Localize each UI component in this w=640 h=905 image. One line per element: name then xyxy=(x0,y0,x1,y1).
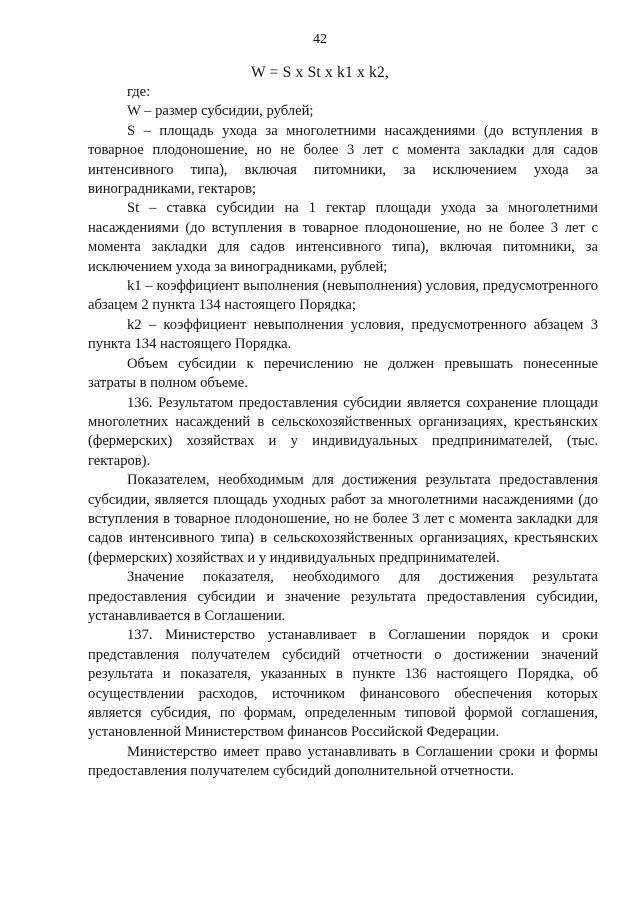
paragraph-definition-st: St – ставка субсидии на 1 гектар площади ухода за многолетними насаждениями (до вступления в товарное плодоношение, но не более 3 лет с момента закладки для садов интенсивного типа), включая питомники, за исключением ухода за виноградниками, рублей; xyxy=(88,200,598,275)
paragraph-indicator-value: Значение показателя, необходимого для достижения результата предоставления субсидии и значение результата предоставления субсидии, устанавливается в Соглашении. xyxy=(88,569,598,624)
paragraph-indicator: Показателем, необходимым для достижения результата предоставления субсидии, является площадь уходных работ за многолетними насаждениями (до вступления в товарное плодоношение, но не более 3 лет с момента закладки для садов интенсивного типа) в сельскохозяйственных организациях, крестьянских (фермерских) хозяйствах и у индивидуальных предпринимателей. xyxy=(88,472,598,566)
paragraph-definition-w: W – размер субсидии, рублей; xyxy=(127,103,314,120)
paragraph-definition-k1: k1 – коэффициент выполнения (невыполнения) условия, предусмотренного абзацем 2 пункта 134 настоящего Порядка; xyxy=(88,278,598,314)
subsidy-formula: W = S x St x k1 x k2, xyxy=(251,64,389,81)
paragraph-definition-s: S – площадь ухода за многолетними насаждениями (до вступления в товарное плодоношение, но не более 3 лет с момента закладки для садов интенсивного типа), включая питомники, за исключением ухода за виноградниками, гектаров; xyxy=(88,122,598,198)
document-body xyxy=(88,83,598,782)
paragraph-subsidy-volume: Объем субсидии к перечислению не должен превышать понесенные затраты в полном объеме. xyxy=(88,355,598,392)
page-number: 42 xyxy=(313,32,327,47)
paragraph-additional-reporting: Министерство имеет право устанавливать в Соглашении сроки и формы предоставления получателем субсидий дополнительной отчетности. xyxy=(88,743,598,780)
paragraph-definition-k2: k2 – коэффициент невыполнения условия, предусмотренного абзацем 3 пункта 134 настоящего Порядка. xyxy=(88,316,598,353)
paragraph-137-reporting: 137. Министерство устанавливает в Соглашении порядок и сроки представления получателем субсидий отчетности о достижении значений результата и показателя, указанных в пункте 136 настоящего Порядка, об осуществлении расходов, источником финансового обеспечения которых является субсидия, по формам, определенным типовой формой соглашения, установленной Министерством финансов Российской Федерации. xyxy=(88,627,598,741)
paragraph-136-result: 136. Результатом предоставления субсидии является сохранение площади многолетних насаждений в сельскохозяйственных организациях, крестьянских (фермерских) хозяйствах и у индивидуальных предпринимателей, (тыс. гектаров). xyxy=(88,394,598,469)
paragraph-where: где: xyxy=(127,84,151,100)
